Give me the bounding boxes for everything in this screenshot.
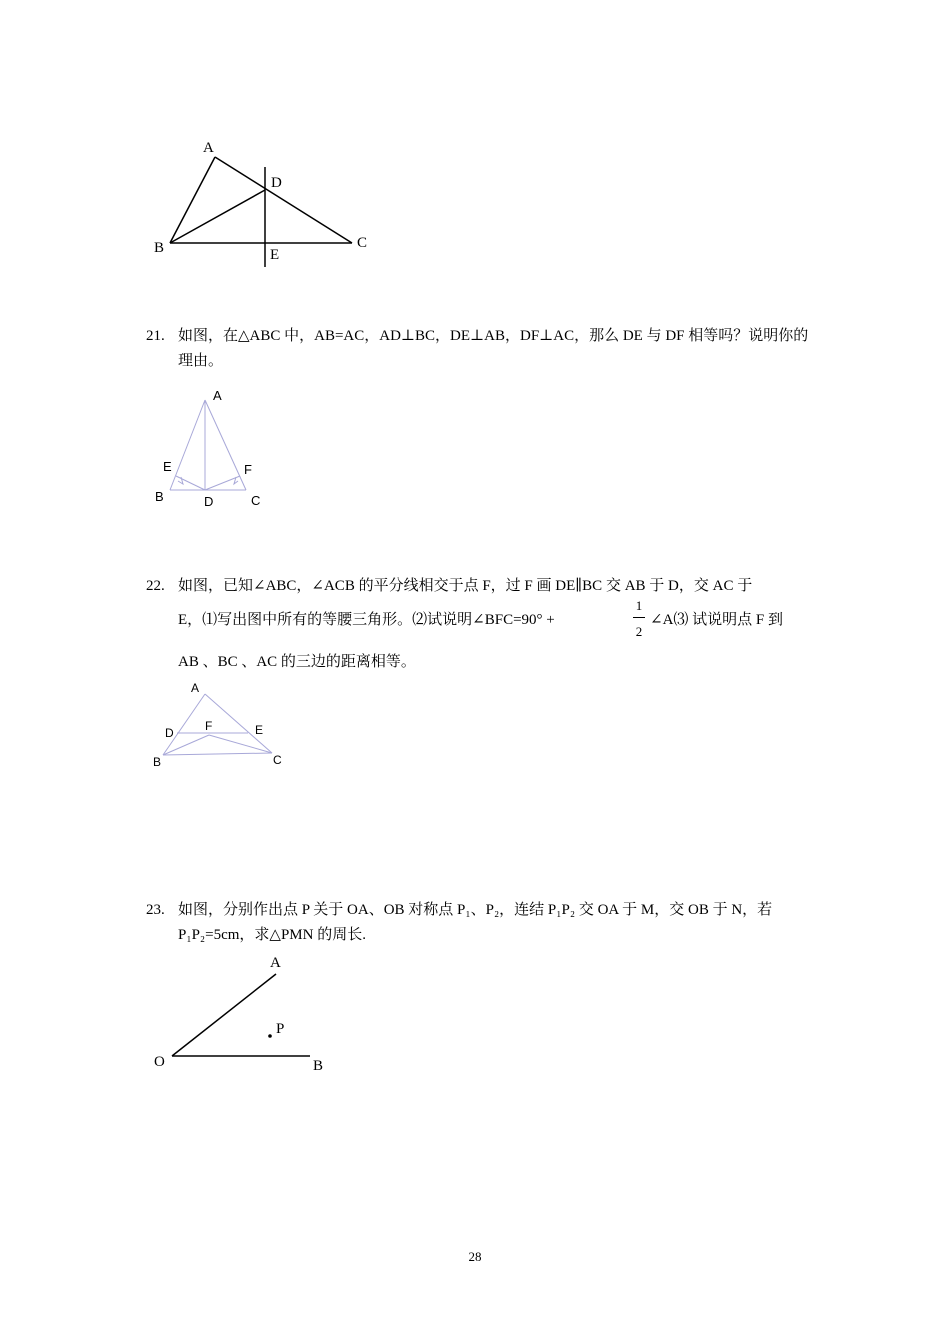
page-number: 28 xyxy=(468,1249,482,1264)
label-d: D xyxy=(165,726,174,740)
question-22-text-line2a: E，⑴写出图中所有的等腰三角形。⑵试说明∠BFC=90° + xyxy=(178,612,555,628)
question-23-number: 23. xyxy=(146,902,165,918)
figure-angle-aob-point-p xyxy=(145,950,335,1080)
label-b: B xyxy=(313,1058,324,1074)
label-e: E xyxy=(270,247,280,263)
label-c: C xyxy=(273,753,282,767)
label-e: E xyxy=(163,459,172,474)
figure-triangle-abc-perpendicular xyxy=(140,130,400,280)
label-b: B xyxy=(155,489,164,504)
label-c: C xyxy=(251,493,261,508)
label-o: O xyxy=(154,1054,165,1070)
label-a: A xyxy=(191,681,200,695)
question-23-text-line2: P₁P₂=5cm，求△PMN 的周长. xyxy=(178,927,366,943)
label-a: A xyxy=(203,140,214,156)
question-21-text-line2: 理由。 xyxy=(178,353,224,369)
label-d: D xyxy=(204,494,214,509)
figure-isosceles-triangle-q21 xyxy=(150,385,270,510)
fraction-bar xyxy=(633,617,645,618)
label-f: F xyxy=(205,719,213,733)
question-22-text-line2b: ∠A⑶ 试说明点 F 到 xyxy=(650,612,783,628)
question-22-text-line1: 如图，已知∠ABC，∠ACB 的平分线相交于点 F，过 F 画 DE∥BC 交 AB 于 D，交 AC 于 xyxy=(178,578,753,594)
question-22-number: 22. xyxy=(146,578,165,594)
figure-angle-bisectors-q22 xyxy=(148,680,288,772)
fraction-denominator: 2 xyxy=(635,624,643,639)
label-c: C xyxy=(357,235,368,251)
point-p xyxy=(268,1034,272,1038)
label-p: P xyxy=(276,1021,285,1037)
question-23-text-line1: 如图，分别作出点 P 关于 OA、OB 对称点 P₁、P₂，连结 P₁P₂ 交 OA 于 M，交 OB 于 N，若 xyxy=(178,902,773,918)
question-21-number: 21. xyxy=(146,328,165,344)
question-22-text-line3: AB 、BC 、AC 的三边的距离相等。 xyxy=(178,654,416,670)
label-f: F xyxy=(244,462,252,477)
label-b: B xyxy=(154,240,165,256)
label-b: B xyxy=(153,755,162,769)
fraction-numerator: 1 xyxy=(635,598,643,613)
label-a: A xyxy=(270,955,281,971)
label-a: A xyxy=(213,388,222,403)
label-e: E xyxy=(255,723,264,737)
question-21-text-line1: 如图，在△ABC 中，AB=AC，AD⊥BC，DE⊥AB，DF⊥AC，那么 DE 与 DF 相等吗？说明你的 xyxy=(178,328,809,344)
label-d: D xyxy=(271,175,282,191)
